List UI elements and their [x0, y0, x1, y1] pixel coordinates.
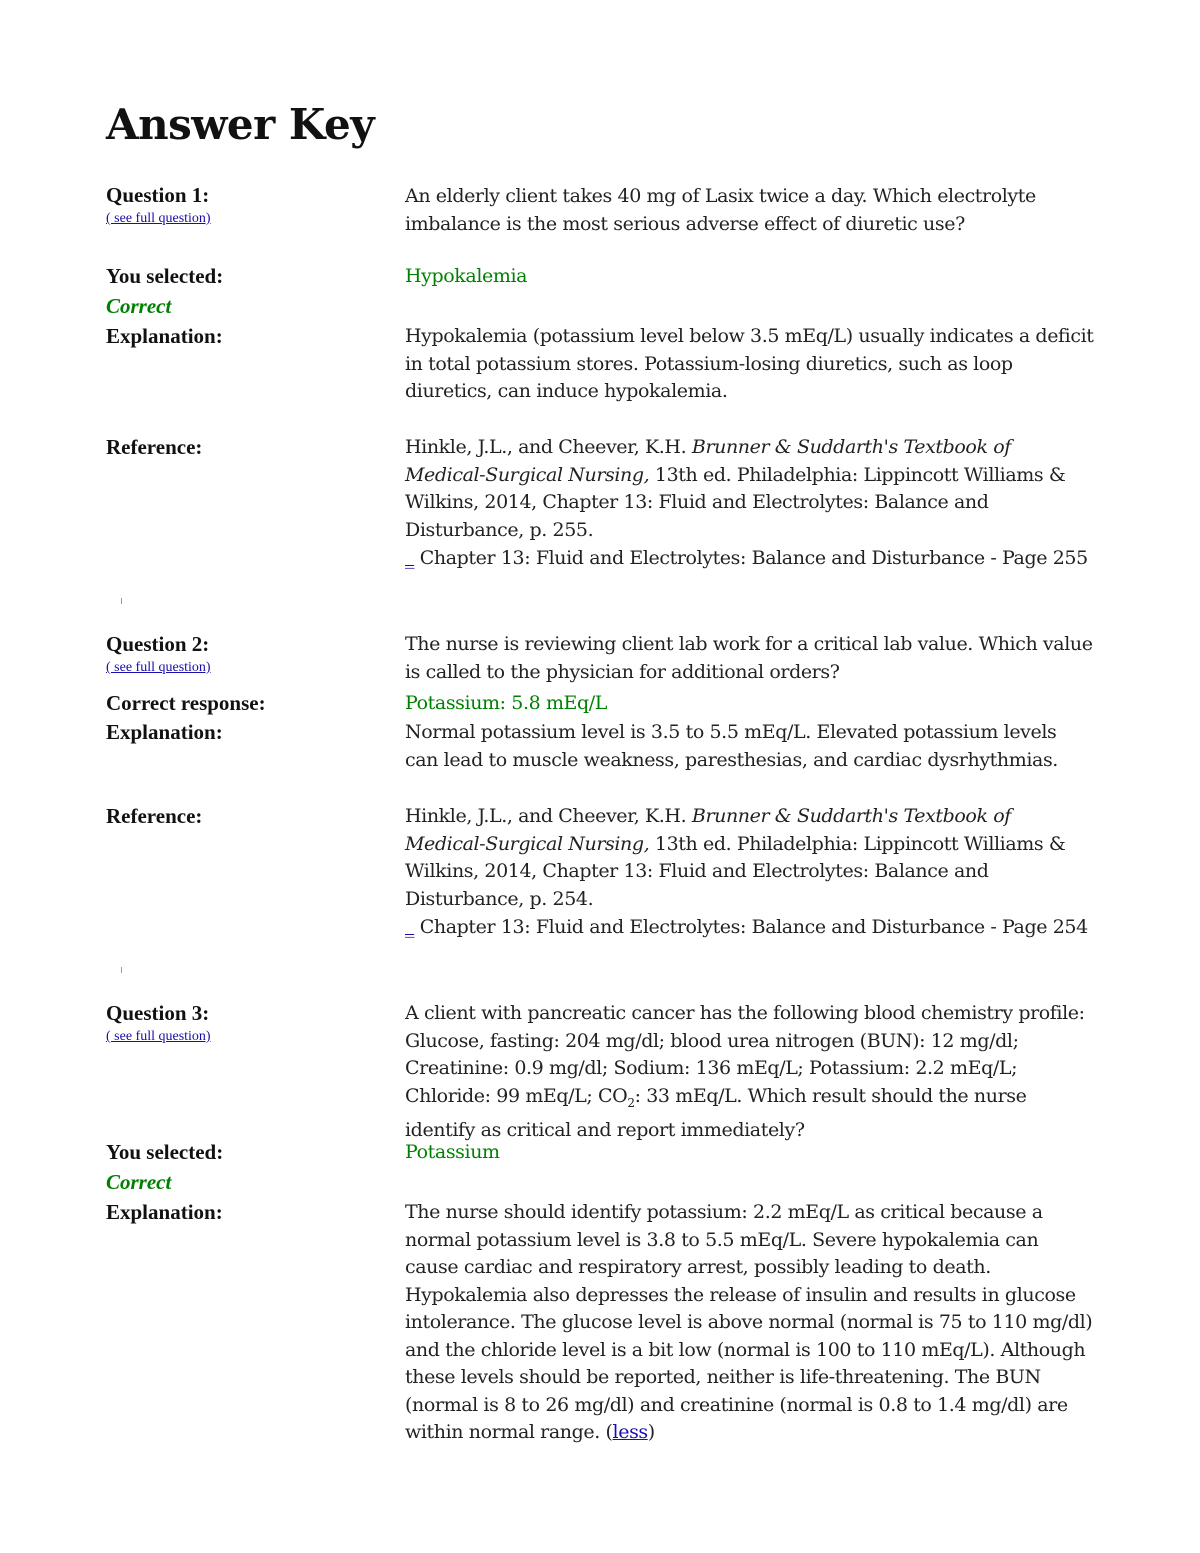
question-2-explanation-label: Explanation:: [106, 720, 223, 744]
chapter-ref-text: Chapter 13: Fluid and Electrolytes: Balance and Disturbance - Page 255: [414, 547, 1088, 569]
reference-book-title: Brunner & Suddarth's Textbook of Medical-Surgical Nursing,: [405, 436, 1011, 486]
page-title: Answer Key: [106, 100, 375, 149]
question-1-reference-label: Reference:: [106, 435, 203, 459]
question-3-selected-label: You selected:: [106, 1140, 224, 1164]
reference-details: 13th ed. Philadelphia: Lippincott Williams & Wilkins, 2014, Chapter 13: Fluid and Electrolytes: Balance and Disturbance, p. 255.: [405, 463, 1066, 541]
reference-book-title: Brunner & Suddarth's Textbook of Medical-Surgical Nursing,: [405, 805, 1011, 855]
question-1-selected-answer: Hypokalemia: [405, 265, 528, 287]
question-1-correct-badge: Correct: [106, 294, 172, 318]
question-2-correct-response: Potassium: 5.8 mEq/L: [405, 692, 608, 714]
question-1-label: Question 1:: [106, 183, 210, 207]
question-3-correct-badge: Correct: [106, 1170, 172, 1194]
question-2-reference-label: Reference:: [106, 804, 203, 828]
question-2-response-label: Correct response:: [106, 691, 266, 715]
question-2-explanation: Normal potassium level is 3.5 to 5.5 mEq/L. Elevated potassium levels can lead to muscle weakness, paresthesias, and cardiac dysrhythmias.: [405, 721, 1058, 771]
question-3-text-part-a: A client with pancreatic cancer has the following blood chemistry profile: Glucose, fasting: 204 mg/dl; blood urea nitrogen (BUN): 12 mg/dl; Creatinine: 0.9 mg/dl; Sodium: 136 mEq/L; Potassium: 2.2 mEq/L; Chloride: 99 mEq/L; CO: [405, 1002, 1085, 1107]
question-1-reference: [405, 434, 1095, 544]
separator-mark: [121, 598, 122, 604]
question-2-label: Question 2:: [106, 632, 210, 656]
reference-authors: Hinkle, J.L., and Cheever, K.H.: [405, 805, 692, 827]
reference-details: 13th ed. Philadelphia: Lippincott Williams & Wilkins, 2014, Chapter 13: Fluid and Electrolytes: Balance and Disturbance, p. 254.: [405, 832, 1066, 910]
question-2-see-full-link[interactable]: ( see full question): [106, 660, 211, 675]
question-1-chapter-ref: [405, 545, 1095, 573]
separator-mark: [121, 967, 122, 973]
less-close-paren: ): [647, 1421, 655, 1443]
question-1-see-full-link[interactable]: ( see full question): [106, 211, 211, 226]
question-1-explanation-label: Explanation:: [106, 324, 223, 348]
question-1-explanation: Hypokalemia (potassium level below 3.5 mEq/L) usually indicates a deficit in total potassium stores. Potassium-losing diuretics, such as loop diuretics, can induce hypokalemia.: [405, 325, 1094, 402]
question-1-text: An elderly client takes 40 mg of Lasix twice a day. Which electrolyte imbalance is the most serious adverse effect of diuretic use?: [405, 185, 1036, 235]
chapter-ref-text: Chapter 13: Fluid and Electrolytes: Balance and Disturbance - Page 254: [414, 916, 1088, 938]
co2-subscript: 2: [627, 1095, 635, 1110]
question-2-chapter-ref: [405, 914, 1095, 942]
less-open-paren: (: [605, 1421, 613, 1443]
question-3-explanation: [405, 1199, 1095, 1447]
question-2-reference: [405, 803, 1095, 913]
question-3-explanation-label: Explanation:: [106, 1200, 223, 1224]
reference-authors: Hinkle, J.L., and Cheever, K.H.: [405, 436, 692, 458]
chapter-link[interactable]: _: [405, 547, 415, 569]
question-3-selected-answer: Potassium: [405, 1141, 500, 1163]
chapter-link[interactable]: _: [405, 916, 415, 938]
question-3-text: [405, 1000, 1095, 1144]
question-1-selected-label: You selected:: [106, 264, 224, 288]
question-2-text: The nurse is reviewing client lab work for a critical lab value. Which value is called to the physician for additional orders?: [405, 633, 1093, 683]
question-3-label: Question 3:: [106, 1001, 210, 1025]
question-3-explanation-text: The nurse should identify potassium: 2.2 mEq/L as critical because a normal potassium level is 3.8 to 5.5 mEq/L. Severe hypokalemia can cause cardiac and respiratory arrest, possibly leading to death. Hypokalemia also depresses the release of insulin and results in glucose intolerance. The glucose level is above normal (normal is 75 to 110 mg/dl) and the chloride level is a bit low (normal is 100 to 110 mEq/L). Although these levels should be reported, neither is life-threatening. The BUN (normal is 8 to 26 mg/dl) and creatinine (normal is 0.8 to 1.4 mg/dl) are within normal range.: [405, 1201, 1093, 1443]
less-link[interactable]: less: [612, 1421, 648, 1443]
question-3-text-part-b: : 33 mEq/L. Which result should the nurse identify as critical and report immediately?: [405, 1084, 1027, 1141]
question-3-see-full-link[interactable]: ( see full question): [106, 1029, 211, 1044]
